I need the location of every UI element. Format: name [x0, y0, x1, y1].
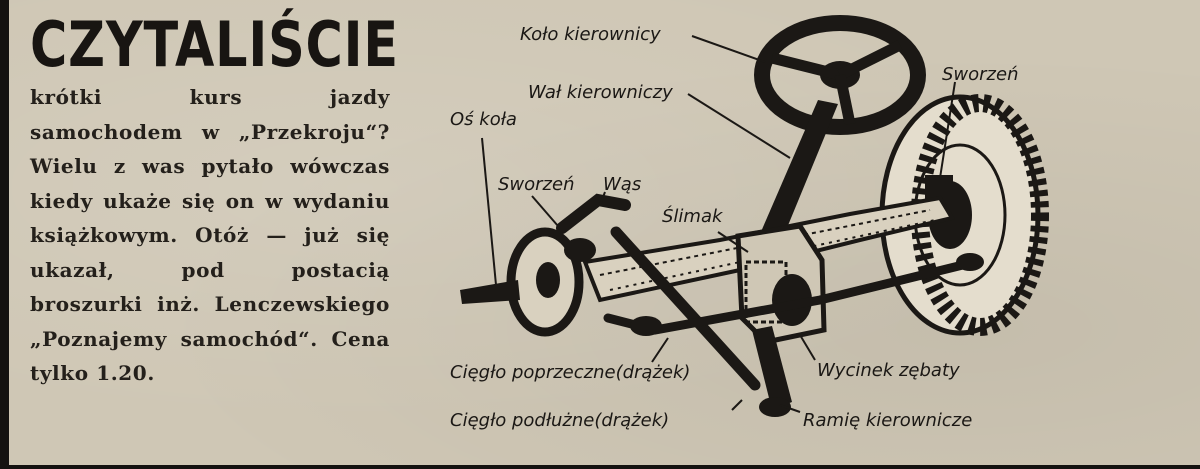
label-tie-rod: Cięgło poprzeczne(drążek): [450, 362, 691, 383]
label-steering-shaft: Wał kierowniczy: [528, 82, 673, 103]
label-whisker: Wąs: [603, 174, 642, 195]
label-pitman-arm: Ramię kierownicze: [803, 410, 973, 431]
steering-box-drawing: [738, 226, 824, 342]
article-headline: CZYTALIŚCIE: [30, 8, 399, 81]
whisker-arm-drawing: [562, 200, 625, 228]
label-wheel-axle: Oś koła: [450, 109, 517, 130]
steering-diagram: [420, 0, 1200, 469]
label-sector-gear: Wycinek zębaty: [817, 360, 960, 381]
label-drag-link: Cięgło podłużne(drążek): [450, 410, 670, 431]
bottom-border-rule: [0, 465, 1200, 469]
article-column: [30, 8, 400, 391]
article-body: krótki kurs jazdy samochodem w „Przekroju“? Wielu z was pytało wówczas kiedy ukaże się on w wydaniu książkowym. Otóż — już się ukazał, pod postacią broszurki inż. Lenczewskiego „Poznajemy samochód“. Cena tylko 1.20.: [30, 85, 390, 385]
label-kingpin-right: Sworzeń: [942, 64, 1019, 85]
left-border-rule: [0, 0, 9, 469]
label-steering-wheel: Koło kierownicy: [520, 24, 661, 45]
label-kingpin-left: Sworzeń: [498, 174, 575, 195]
steering-wheel-drawing: [762, 23, 918, 127]
steering-illustration: [420, 0, 1200, 469]
label-worm: Ślimak: [662, 206, 723, 227]
left-hub-drawing: [460, 232, 596, 332]
